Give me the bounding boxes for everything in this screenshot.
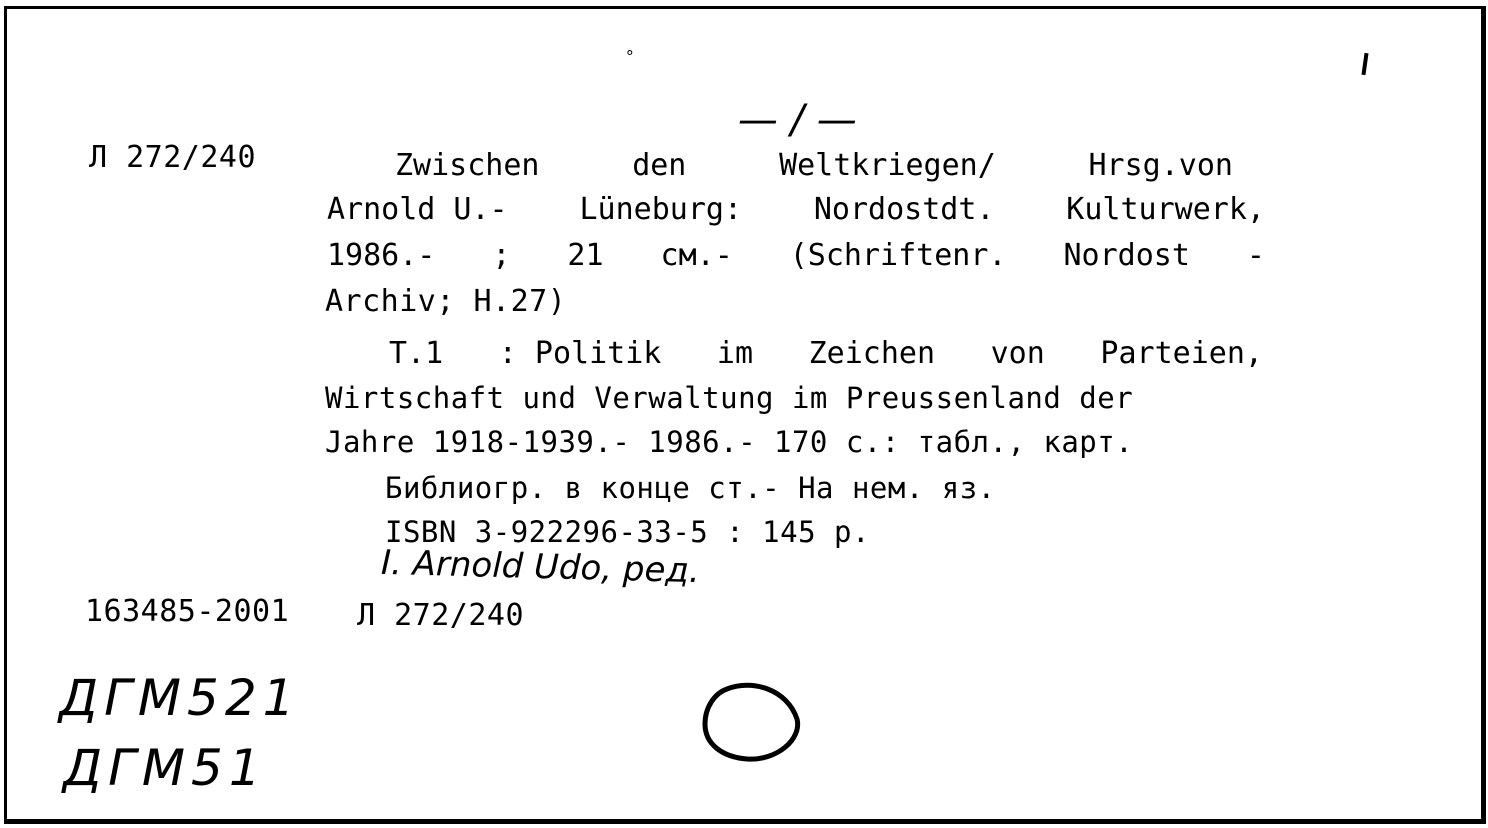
handwritten-editor: I. Arnold Udo, ред.	[380, 542, 701, 592]
volume-word: Parteien,	[1100, 336, 1263, 371]
series-word: 21	[567, 238, 604, 273]
publication-line	[327, 193, 1265, 227]
title-word: Zwischen	[395, 148, 540, 183]
volume-title-line: Wirtschaft und Verwaltung im Preussenland der	[325, 381, 1134, 415]
volume-word: Zeichen	[808, 336, 936, 371]
ink-dot: °	[625, 47, 635, 66]
series-word: Nordost	[1063, 238, 1190, 273]
publication-word: Kulturwerk,	[1066, 192, 1265, 227]
hand-drawn-circle	[697, 679, 807, 769]
publication-word: Arnold U.-	[327, 192, 508, 227]
series-word: см.-	[660, 238, 733, 273]
call-number-bottom: Л 272/240	[357, 598, 525, 633]
volume-pages-line: Jahre 1918-1939.- 1986.- 170 с.: табл., карт.	[325, 425, 1134, 459]
volume-word: : Politik	[498, 336, 662, 371]
catalog-card	[4, 6, 1486, 824]
series-line	[327, 239, 1265, 273]
title-word: den	[632, 148, 687, 183]
inventory-number: 163485-2001	[85, 594, 290, 629]
series-word: -	[1246, 238, 1265, 273]
title-word: Weltkriegen/	[779, 148, 996, 183]
title-word: Hrsg.von	[1088, 148, 1233, 183]
handwritten-code: ДГМ521	[59, 669, 301, 727]
publication-word: Nordostdt.	[813, 192, 995, 227]
page-number: — / —	[737, 97, 857, 143]
series-word: ;	[492, 238, 511, 273]
series-end-line: Archiv; H.27)	[325, 284, 567, 319]
isbn-line: ISBN 3-922296-33-5 : 145 р.	[385, 515, 870, 549]
title-line	[395, 149, 1233, 183]
series-word: (Schriftenr.	[789, 238, 1007, 273]
volume-word: von	[990, 336, 1045, 371]
publication-word: Lüneburg:	[579, 192, 743, 227]
call-number: Л 272/240	[89, 140, 257, 175]
handwritten-code: ДГМ51	[63, 739, 267, 797]
ink-mark	[1361, 53, 1368, 75]
volume-line	[389, 337, 1263, 371]
bibliography-note: Библиогр. в конце ст.- На нем. яз.	[385, 471, 996, 505]
volume-word: im	[716, 336, 754, 371]
volume-word: T.1	[389, 336, 444, 371]
series-word: 1986.-	[327, 238, 436, 273]
